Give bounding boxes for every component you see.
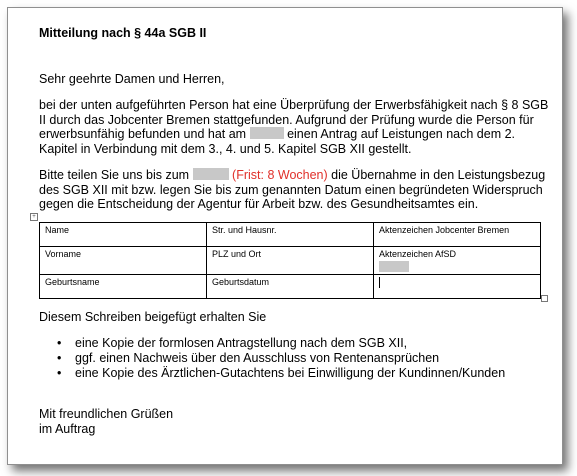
list-item: • eine Kopie der formlosen Antragstellung nach dem SGB XII, xyxy=(57,336,505,351)
list-item: • ggf. einen Nachweis über den Ausschluss von Rentenansprüchen xyxy=(57,351,505,366)
deadline-note: (Frist: 8 Wochen) xyxy=(232,168,328,182)
date-field-placeholder[interactable] xyxy=(250,127,284,139)
table-cell-active[interactable] xyxy=(374,275,541,299)
table-row xyxy=(40,223,541,247)
paragraph-2 xyxy=(39,168,549,212)
case-number-placeholder[interactable] xyxy=(379,261,409,272)
paragraph-2-text-b: die Übernahme in den Leistungsbezug des SGB XII mit bzw. legen Sie bis zum genannten Datum einen begründeten Widerspruch gegen die Entscheidung der Agentur für Arbeit bzw. des Gesundheitsamtes ein. xyxy=(39,168,546,211)
paragraph-1-text-a: bei der unten aufgeführten Person hat eine Überprüfung der Erwerbsfähigkeit nach § 8 SGB II durch das Jobcenter Bremen stattgefunden. Aufgrund der Prüfung wurde die Person für erwerbsunfähig befunden und hat am xyxy=(39,98,549,141)
greeting: Sehr geehrte Damen und Herren, xyxy=(39,72,225,86)
list-item: • eine Kopie des Ärztlichen-Gutachtens bei Einwilligung der Kundinnen/Kunden xyxy=(57,366,505,381)
paragraph-1-text-b: einen Antrag auf Leistungen nach dem 2. Kapitel in Verbindung mit dem 3., 4. und 5. Kapitel SGB XII gestellt. xyxy=(39,127,516,156)
document-title: Mitteilung nach § 44a SGB II xyxy=(39,26,207,40)
closing-signature-line: im Auftrag xyxy=(39,422,96,436)
table-row xyxy=(40,247,541,275)
deadline-date-placeholder[interactable] xyxy=(193,168,229,180)
table-cell[interactable]: PLZ und Ort xyxy=(207,247,374,275)
table-cell[interactable]: Str. und Hausnr. xyxy=(207,223,374,247)
person-data-table xyxy=(39,222,541,299)
enclosure-intro: Diesem Schreiben beigefügt erhalten Sie xyxy=(39,310,267,324)
table-cell[interactable]: Geburtsdatum xyxy=(207,275,374,299)
closing: Mit freundlichen Grüßen xyxy=(39,407,174,421)
paragraph-2-text-a: Bitte teilen Sie uns bis zum xyxy=(39,168,190,182)
document-page xyxy=(7,7,563,465)
table-cell[interactable]: Geburtsname xyxy=(40,275,207,299)
table-cell[interactable]: Aktenzeichen AfSD xyxy=(374,247,541,275)
text-cursor xyxy=(379,277,380,288)
table-row xyxy=(40,275,541,299)
table-cell[interactable]: Aktenzeichen Jobcenter Bremen xyxy=(374,223,541,247)
table-resize-handle-icon[interactable] xyxy=(541,295,548,302)
enclosure-list xyxy=(57,336,505,381)
table-move-handle-icon[interactable]: + xyxy=(30,213,38,221)
paragraph-1 xyxy=(39,98,549,156)
table-cell[interactable]: Name xyxy=(40,223,207,247)
table-cell[interactable]: Vorname xyxy=(40,247,207,275)
